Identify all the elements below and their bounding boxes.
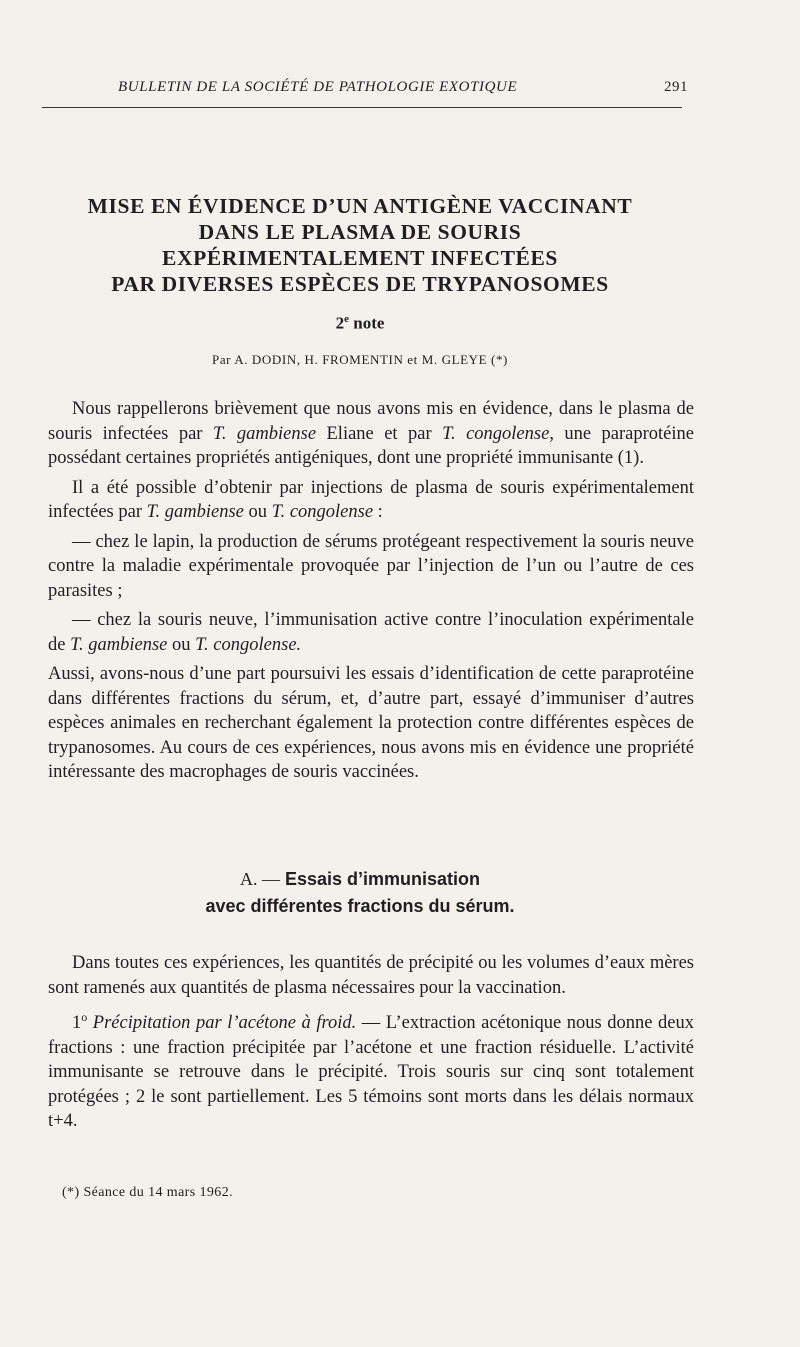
section-heading <box>30 866 690 920</box>
dash-item <box>48 608 694 657</box>
note-label <box>30 313 690 334</box>
text-run: — chez la souris neuve, l’immunisation active contre l’inoculation expérimentale de <box>48 610 694 655</box>
section-letter: A. — <box>239 869 280 889</box>
note-superscript: e <box>344 313 349 325</box>
paragraph: Aussi, avons-nous d’une part poursuivi les essais d’identification de cette paraprotéine dans différentes fractions du sérum, et, d’autre part, essayé d’immuniser d’autres espèces animales en recherchant également la protection contre différentes espèces de trypanosomes. Au cours de ces expériences, nous avons mis en évidence une propriété intéressante des macrophages de souris vaccinées. <box>48 664 694 782</box>
paragraph <box>48 476 694 525</box>
title-line: DANS LE PLASMA DE SOURIS <box>198 220 522 244</box>
text-run: Nous rappellerons brièvement que nous avons mis en évidence, dans le plasma de souris infectées par <box>48 399 694 444</box>
text-run: ou <box>243 502 272 522</box>
footnote-mark: (*) <box>62 1185 84 1200</box>
section-text <box>48 951 694 1134</box>
paragraph: Dans toutes ces expériences, les quantités de précipité ou les volumes d’eaux mères sont ramenés aux quantités de plasma nécessaires pour la vaccination. <box>48 953 694 998</box>
section-heading-line: avec différentes fractions du sérum. <box>205 896 515 916</box>
author-line: Par A. DODIN, H. FROMENTIN et M. GLEYE (*) <box>211 352 508 367</box>
text-run: Il a été possible d’obtenir par injections de plasma de souris expérimentalement infectées par <box>48 477 694 522</box>
species-name: T. congolense <box>442 423 550 444</box>
title-line: PAR DIVERSES ESPÈCES DE TRYPANOSOMES <box>111 272 609 296</box>
dash-item: — chez le lapin, la production de sérums protégeant respectivement la souris neuve contre la maladie expérimentale provoquée par l’injection de l’un ou l’autre de ces parasites ; <box>48 531 694 601</box>
note-number: 2 <box>335 313 345 333</box>
text-run: Eliane et par <box>316 423 443 444</box>
text-run: , une paraprotéine possédant certaines propriétés antigéniques, dont une propriété immunisante (1). <box>48 423 694 468</box>
item-number: 1 <box>72 1013 82 1034</box>
text-run: — L’extraction acétonique nous donne deux fractions : une fraction précipitée par l’acétone et une fraction résiduelle. L’activité immunisante se retrouve dans le précipité. Trois souris sur cinq sont totalement protégées ; 2 le sont partiellement. Les 5 témoins sont morts dans les délais normaux t+4. <box>48 1013 694 1132</box>
footnote <box>62 1185 702 1201</box>
title-line: MISE EN ÉVIDENCE D’UN ANTIGÈNE VACCINANT <box>87 194 633 218</box>
intro-text <box>48 397 694 785</box>
journal-name: BULLETIN DE LA SOCIÉTÉ DE PATHOLOGIE EXOTIQUE <box>118 79 518 95</box>
page-number: 291 <box>664 79 688 95</box>
text-run: : <box>373 502 383 522</box>
section-title: Essais d’immunisation <box>284 869 481 889</box>
species-name: T. congolense <box>271 502 374 522</box>
section-heading-line <box>30 866 690 893</box>
species-name: T. gambiense <box>212 423 317 444</box>
running-head <box>118 79 688 96</box>
paragraph <box>48 397 694 471</box>
note-word: note <box>353 313 385 333</box>
title-line: EXPÉRIMENTALEMENT INFECTÉES <box>162 246 558 270</box>
paragraph <box>48 1005 694 1134</box>
item-superscript: o <box>81 1010 88 1024</box>
footnote-text: Séance du 14 mars 1962. <box>83 1185 233 1200</box>
species-name: T. congolense. <box>195 634 302 655</box>
header-rule <box>42 107 682 108</box>
species-name: T. gambiense <box>70 634 168 655</box>
text-run: ou <box>167 634 196 655</box>
species-name: T. gambiense <box>146 502 244 522</box>
subsection-title: Précipitation par l’acétone à froid. <box>87 1013 357 1034</box>
article-title <box>30 193 690 297</box>
